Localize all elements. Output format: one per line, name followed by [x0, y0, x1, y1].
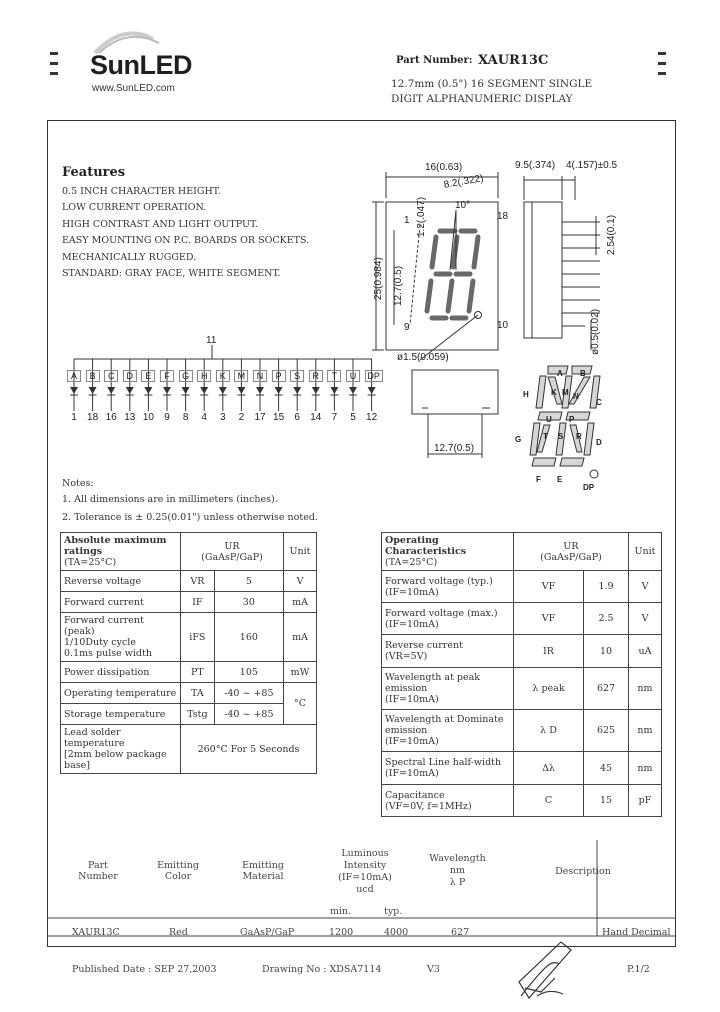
table-row — [382, 603, 662, 635]
circuit-segment-label: D — [123, 370, 137, 382]
unit-cell: pF — [629, 785, 662, 817]
symbol-cell: λ D — [514, 710, 584, 752]
unit-cell: nm — [629, 752, 662, 785]
seg-label-t: T — [543, 432, 548, 441]
circuit-segment-label: H — [197, 370, 211, 382]
value-cell: 5 — [214, 571, 283, 592]
diode-icon — [70, 387, 78, 394]
circuit-segment-label: A — [67, 370, 81, 382]
symbol-cell: TA — [181, 683, 215, 704]
op-char-cond: (TA=25°C) — [385, 557, 438, 568]
edge-mark — [50, 52, 58, 55]
sel-row-color: Red — [169, 927, 188, 938]
op-char-col-ur-sub: (GaAsP/GaP) — [540, 551, 602, 563]
table-row — [61, 592, 317, 613]
symbol-cell: VR — [181, 571, 215, 592]
abs-max-title: Absolute maximum ratings — [64, 535, 167, 557]
seg-label-p: P — [569, 415, 575, 424]
symbol-cell: IR — [514, 635, 584, 668]
param-cell: Wavelength at peak emission (IF=10mA) — [382, 668, 514, 710]
op-char-col-ur: UR — [563, 540, 579, 552]
edge-mark — [658, 52, 666, 55]
diode-icon — [275, 387, 283, 394]
pin-18-label: 18 — [497, 211, 509, 222]
symbol-cell: Δλ — [514, 752, 584, 785]
dim-side-pin: 4(.157)±0.5 — [566, 160, 618, 171]
feature-item: STANDARD: GRAY FACE, WHITE SEGMENT. — [62, 267, 281, 279]
logo-url: www.SunLED.com — [92, 83, 175, 94]
circuit-pin-label: 5 — [350, 412, 356, 423]
description-line1: 12.7mm (0.5") 16 SEGMENT SINGLE — [391, 78, 593, 90]
param-cell: Forward voltage (max.) (IF=10mA) — [382, 603, 514, 635]
diode-icon — [368, 387, 376, 394]
seg-label-u: U — [546, 415, 552, 424]
circuit-pin-row — [60, 412, 380, 426]
symbol-cell: VF — [514, 603, 584, 635]
table-row — [382, 635, 662, 668]
circuit-segment-label: F — [160, 370, 174, 382]
circuit-pin-label: 18 — [87, 412, 99, 423]
unit-cell: °C — [284, 683, 317, 725]
feature-item: 0.5 INCH CHARACTER HEIGHT. — [62, 186, 221, 197]
op-char-title: Operating Characteristics — [385, 535, 467, 557]
dim-angle: 10° — [455, 200, 471, 211]
unit-cell: uA — [629, 635, 662, 668]
sel-row-part: XAUR13C — [72, 927, 120, 938]
unit-cell: V — [284, 571, 317, 592]
circuit-segment-label: U — [346, 370, 360, 382]
value-cell: 30 — [214, 592, 283, 613]
dim-slant: 8.2(.322) — [443, 173, 485, 191]
circuit-segment-label: K — [216, 370, 230, 382]
logo-text: SunLED — [90, 50, 192, 80]
circuit-segment-label: T — [327, 370, 341, 382]
value-cell: 2.5 — [584, 603, 629, 635]
value-cell: -40 ~ +85 — [214, 704, 283, 725]
circuit-pin-label: 7 — [331, 412, 338, 423]
circuit-pin-label: 2 — [238, 412, 245, 423]
diode-icon — [89, 387, 97, 394]
sel-min-label: min. — [330, 906, 352, 917]
footer-drawing: Drawing No : XDSA7114 — [262, 964, 382, 975]
dim-width: 16(0.63) — [425, 162, 463, 173]
sel-header-part: Part Number — [78, 860, 118, 882]
seg-label-r: R — [576, 432, 582, 441]
unit-cell: nm — [629, 668, 662, 710]
table-row — [61, 662, 317, 683]
diode-icon — [144, 387, 152, 394]
param-cell: Spectral Line half-width (IF=10mA) — [382, 752, 514, 785]
param-cell: Capacitance (VF=0V, f=1MHz) — [382, 785, 514, 817]
diode-icon — [237, 387, 245, 394]
seg-label-dp: DP — [583, 483, 595, 492]
sel-header-color: Emitting Color — [157, 860, 199, 882]
unit-cell: mW — [284, 662, 317, 683]
seg-label-d: D — [596, 438, 602, 447]
features-list — [62, 186, 309, 284]
symbol-cell: VF — [514, 571, 584, 603]
table-row — [382, 710, 662, 752]
dim-pin-row: 12.7(0.5) — [434, 443, 475, 454]
solder-param: Lead solder temperature [2mm below package base] — [61, 725, 181, 774]
value-cell: -40 ~ +85 — [214, 683, 283, 704]
signature-icon — [515, 938, 575, 1002]
part-number-label: Part Number: — [396, 55, 473, 66]
param-cell: Reverse current (VR=5V) — [382, 635, 514, 668]
feature-item: HIGH CONTRAST AND LIGHT OUTPUT. — [62, 218, 258, 230]
table-row — [61, 683, 317, 704]
circuit-segment-label: M — [234, 370, 248, 382]
seg-label-g: G — [515, 435, 522, 444]
value-cell: 45 — [584, 752, 629, 785]
value-cell: 625 — [584, 710, 629, 752]
sel-header-description: Description — [555, 866, 611, 877]
dim-pitch: 2.54(0.1) — [606, 214, 617, 255]
table-row — [382, 785, 662, 817]
circuit-segment-label: B — [86, 370, 100, 382]
table-row — [61, 571, 317, 592]
param-cell: Wavelength at Dominate emission (IF=10mA) — [382, 710, 514, 752]
param-cell: Forward voltage (typ.) (IF=10mA) — [382, 571, 514, 603]
circuit-segment-label: R — [309, 370, 323, 382]
seg-label-s: S — [558, 432, 564, 441]
edge-mark — [658, 72, 666, 75]
op-char-table — [381, 532, 662, 817]
circuit-pin-label: 8 — [182, 412, 189, 423]
circuit-pin-label: 12 — [366, 412, 378, 423]
circuit-pin-label: 3 — [220, 412, 226, 423]
footer-published: Published Date : SEP 27,2003 — [72, 964, 217, 975]
diode-icon — [256, 387, 264, 394]
sel-header-intensity: Luminous Intensity (IF=10mA) ucd — [338, 848, 392, 895]
circuit-pin-label: 4 — [201, 412, 207, 423]
diode-icon — [182, 387, 190, 394]
abs-max-col-ur: UR — [224, 540, 240, 552]
diode-icon — [107, 387, 115, 394]
diode-icon — [200, 387, 208, 394]
dim-digit-height: 12.7(0.5) — [393, 265, 404, 306]
seg-label-c: C — [596, 398, 602, 407]
feature-item: MECHANICALLY RUGGED. — [62, 251, 197, 263]
value-cell: 15 — [584, 785, 629, 817]
footer-page: P.1/2 — [627, 964, 650, 975]
feature-item: EASY MOUNTING ON P.C. BOARDS OR SOCKETS. — [62, 235, 310, 247]
circuit-segment-label: P — [272, 370, 286, 382]
circuit-pin-label: 13 — [124, 412, 136, 423]
note-1: 1. All dimensions are in millimeters (inches). — [62, 494, 278, 505]
circuit-segment-label: N — [253, 370, 267, 382]
circuit-pin-label: 14 — [310, 412, 322, 423]
circuit-pin-label: 10 — [142, 412, 154, 423]
diode-icon — [163, 387, 171, 394]
param-cell: Forward current (peak) 1/10Duty cycle 0.1ms pulse width — [61, 613, 181, 662]
sel-row-typ: 4000 — [384, 927, 409, 938]
circuit-pin-label: 9 — [164, 412, 170, 423]
diode-icon — [349, 387, 357, 394]
part-number: XAUR13C — [478, 53, 549, 68]
symbol-cell: IF — [181, 592, 215, 613]
param-cell: Operating temperature — [61, 683, 181, 704]
circuit-pin-label: 6 — [294, 412, 300, 423]
dim-pin-diameter: ø0.5(0.02) — [590, 308, 601, 355]
dim-seg-offset: 1.2(.047) — [416, 196, 427, 237]
param-cell: Storage temperature — [61, 704, 181, 725]
dim-side-depth: 9.5(.374) — [515, 160, 556, 171]
circuit-segment-row — [60, 370, 380, 386]
seg-label-f: F — [536, 475, 541, 484]
abs-max-cond: (TA=25°C) — [64, 557, 117, 568]
param-cell: Reverse voltage — [61, 571, 181, 592]
unit-cell: nm — [629, 710, 662, 752]
sel-header-wavelength: Wavelength nm λ P — [429, 853, 486, 888]
sel-typ-label: typ. — [384, 906, 403, 917]
abs-max-col-unit: Unit — [284, 533, 317, 571]
seg-label-m: M — [562, 388, 569, 397]
pin-1-label: 1 — [404, 215, 410, 226]
circuit-pin-label: 15 — [273, 412, 285, 423]
abs-max-table — [60, 532, 317, 774]
diode-icon — [293, 387, 301, 394]
param-cell: Forward current — [61, 592, 181, 613]
circuit-pin-label: 17 — [254, 412, 266, 423]
circuit-segment-label: S — [290, 370, 304, 382]
note-2: 2. Tolerance is ± 0.25(0.01") unless otherwise noted. — [62, 512, 318, 523]
dim-height: 25(0.984) — [373, 257, 384, 300]
circuit-pin-label: 1 — [71, 412, 77, 423]
description-line2: DIGIT ALPHANUMERIC DISPLAY — [391, 93, 573, 105]
circuit-segment-label: C — [104, 370, 118, 382]
seg-label-b: B — [580, 369, 586, 378]
sel-header-material: Emitting Material — [242, 860, 284, 882]
solder-value: 260°C For 5 Seconds — [181, 725, 317, 774]
footer-version: V3 — [427, 964, 440, 975]
sel-row-description: Hand Decimal — [602, 927, 671, 938]
circuit-segment-label: G — [179, 370, 193, 382]
sel-row-material: GaAsP/GaP — [240, 927, 295, 938]
unit-cell: mA — [284, 613, 317, 662]
value-cell: 1.9 — [584, 571, 629, 603]
symbol-cell: C — [514, 785, 584, 817]
diode-icon — [312, 387, 320, 394]
feature-item: LOW CURRENT OPERATION. — [62, 202, 207, 214]
value-cell: 627 — [584, 668, 629, 710]
symbol-cell: Tstg — [181, 704, 215, 725]
unit-cell: V — [629, 603, 662, 635]
seg-label-a: A — [557, 369, 563, 378]
features-title: Features — [62, 165, 126, 180]
edge-mark — [50, 72, 58, 75]
seg-label-k: K — [551, 388, 557, 397]
symbol-cell: iFS — [181, 613, 215, 662]
seg-label-h: H — [523, 390, 529, 399]
pin-9-label: 9 — [404, 322, 410, 333]
value-cell: 10 — [584, 635, 629, 668]
table-row — [61, 704, 317, 725]
unit-cell: mA — [284, 592, 317, 613]
diode-icon — [126, 387, 134, 394]
seg-label-e: E — [557, 475, 563, 484]
table-row — [382, 668, 662, 710]
unit-cell: V — [629, 571, 662, 603]
table-row — [382, 752, 662, 785]
diode-icon — [219, 387, 227, 394]
seg-label-n: N — [573, 392, 579, 401]
dim-dp-diameter: ø1.5(0.059) — [397, 352, 449, 363]
symbol-cell: PT — [181, 662, 215, 683]
pin-10-label: 10 — [497, 320, 509, 331]
bottom-body-outline — [412, 370, 498, 414]
notes-title: Notes: — [62, 478, 94, 489]
diode-icon — [330, 387, 338, 394]
circuit-pin-label: 16 — [105, 412, 117, 423]
circuit-segment-label: E — [141, 370, 155, 382]
edge-mark — [50, 62, 58, 65]
common-pin-label: 11 — [206, 335, 217, 346]
abs-max-col-ur-sub: (GaAsP/GaP) — [201, 551, 263, 563]
sel-row-min: 1200 — [329, 927, 354, 938]
table-row — [61, 613, 317, 662]
circuit-segment-label: DP — [365, 370, 383, 382]
value-cell: 105 — [214, 662, 283, 683]
param-cell: Power dissipation — [61, 662, 181, 683]
side-body-outline — [532, 202, 562, 338]
symbol-cell: λ peak — [514, 668, 584, 710]
op-char-col-unit: Unit — [629, 533, 662, 571]
sel-row-wavelength: 627 — [451, 927, 470, 938]
value-cell: 160 — [214, 613, 283, 662]
edge-mark — [658, 62, 666, 65]
table-row — [382, 571, 662, 603]
